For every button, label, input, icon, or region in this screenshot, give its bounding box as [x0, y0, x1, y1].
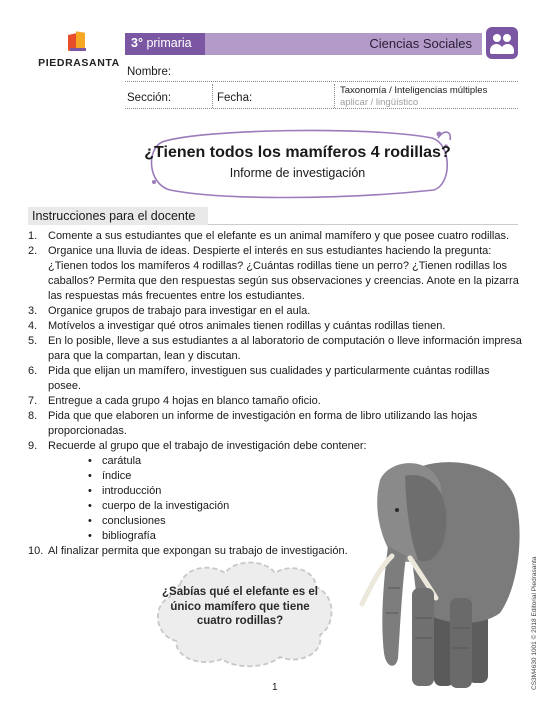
- list-item: • índice: [88, 469, 523, 484]
- list-item: • conclusiones: [88, 514, 523, 529]
- instruction-step: 1. Comente a sus estudiantes que el elefante es un animal mamífero y que posee cuatro rodillas.: [28, 230, 510, 242]
- instruction-step: 4. Motívelos a investigar qué otros animales tienen rodillas y cuántas rodillas tienen.: [28, 320, 446, 332]
- date-taxonomy-divider: [334, 84, 335, 108]
- copyright-credit: CS3M4630 1001 © 2018 Editorial Piedrasanta: [531, 556, 538, 690]
- subject-title: Ciencias Sociales: [369, 36, 472, 51]
- section-date-divider: [212, 84, 213, 108]
- instruction-step: 3. Organice grupos de trabajo para investigar en el aula.: [28, 305, 311, 317]
- publisher-logo: [36, 30, 122, 69]
- grade-subject-bar: [125, 33, 482, 55]
- book-logo-icon: [67, 30, 91, 54]
- instruction-step: 5. En lo posible, lleve a sus estudiantes a al laboratorio de computación o lleve información impresa para que la compartan, lean y discutan.: [28, 335, 522, 362]
- name-field[interactable]: [125, 81, 518, 82]
- instructions-heading: Instrucciones para el docente: [28, 207, 208, 225]
- publisher-name: PIEDRASANTA: [38, 57, 120, 69]
- instruction-step: 2. Organice una lluvia de ideas. Despierte el interés en sus estudiantes haciendo la pregunta: ¿Tienen todos los mamíferos 4 rodillas? ¿Cuántas rodillas tiene un perro? ¿Tienen rodillas los caballos? Permita que den respuestas según sus observaciones y creencias. Anote en la pizarra las respuestas más frecuentes entre los estudiantes.: [28, 245, 519, 302]
- section-label: Sección:: [127, 92, 172, 104]
- fun-fact-text: ¿Sabías qué el elefante es el único mamífero que tiene cuatro rodillas?: [162, 586, 318, 627]
- date-label: Fecha:: [217, 92, 253, 104]
- elephant-illustration: [350, 448, 525, 693]
- title-banner: [140, 124, 455, 199]
- instruction-step: 8. Pida que que elaboren un informe de investigación en forma de libro utilizando las hojas proporcionadas.: [28, 410, 478, 437]
- group-people-icon: [486, 27, 518, 59]
- page-subtitle: Informe de investigación: [229, 166, 366, 180]
- instruction-step: 6. Pida que elijan un mamífero, investiguen sus cualidades y particularmente cuántas rodillas posee.: [28, 365, 490, 392]
- list-item: • cuerpo de la investigación: [88, 499, 523, 514]
- fact-cloud: [140, 555, 340, 670]
- page-number: 1: [272, 682, 278, 693]
- name-label: Nombre:: [127, 66, 172, 78]
- section-date-field[interactable]: [125, 108, 518, 109]
- instruction-step: 9. Recuerde al grupo que el trabajo de investigación debe contener: • carátula • índice • introducción • cuerpo de la investigación • conclusiones • bibliografía: [28, 439, 523, 544]
- instruction-step: 10. Al finalizar permita que expongan su trabajo de investigación.: [28, 545, 348, 557]
- heading-rule: [208, 224, 518, 225]
- grade-tab: [125, 33, 205, 55]
- list-item: • carátula: [88, 454, 523, 469]
- list-item: • bibliografía: [88, 529, 523, 544]
- grade-label: primaria: [146, 36, 192, 50]
- taxonomy-sub-label: aplicar / lingüístico: [340, 97, 419, 108]
- list-item: • introducción: [88, 484, 523, 499]
- page-title: ¿Tienen todos los mamíferos 4 rodillas?: [144, 144, 451, 161]
- instruction-step: 7. Entregue a cada grupo 4 hojas en blanco tamaño oficio.: [28, 395, 321, 407]
- taxonomy-label: Taxonomía / Inteligencias múltiples: [340, 85, 488, 96]
- grade-number: 3°: [131, 36, 143, 50]
